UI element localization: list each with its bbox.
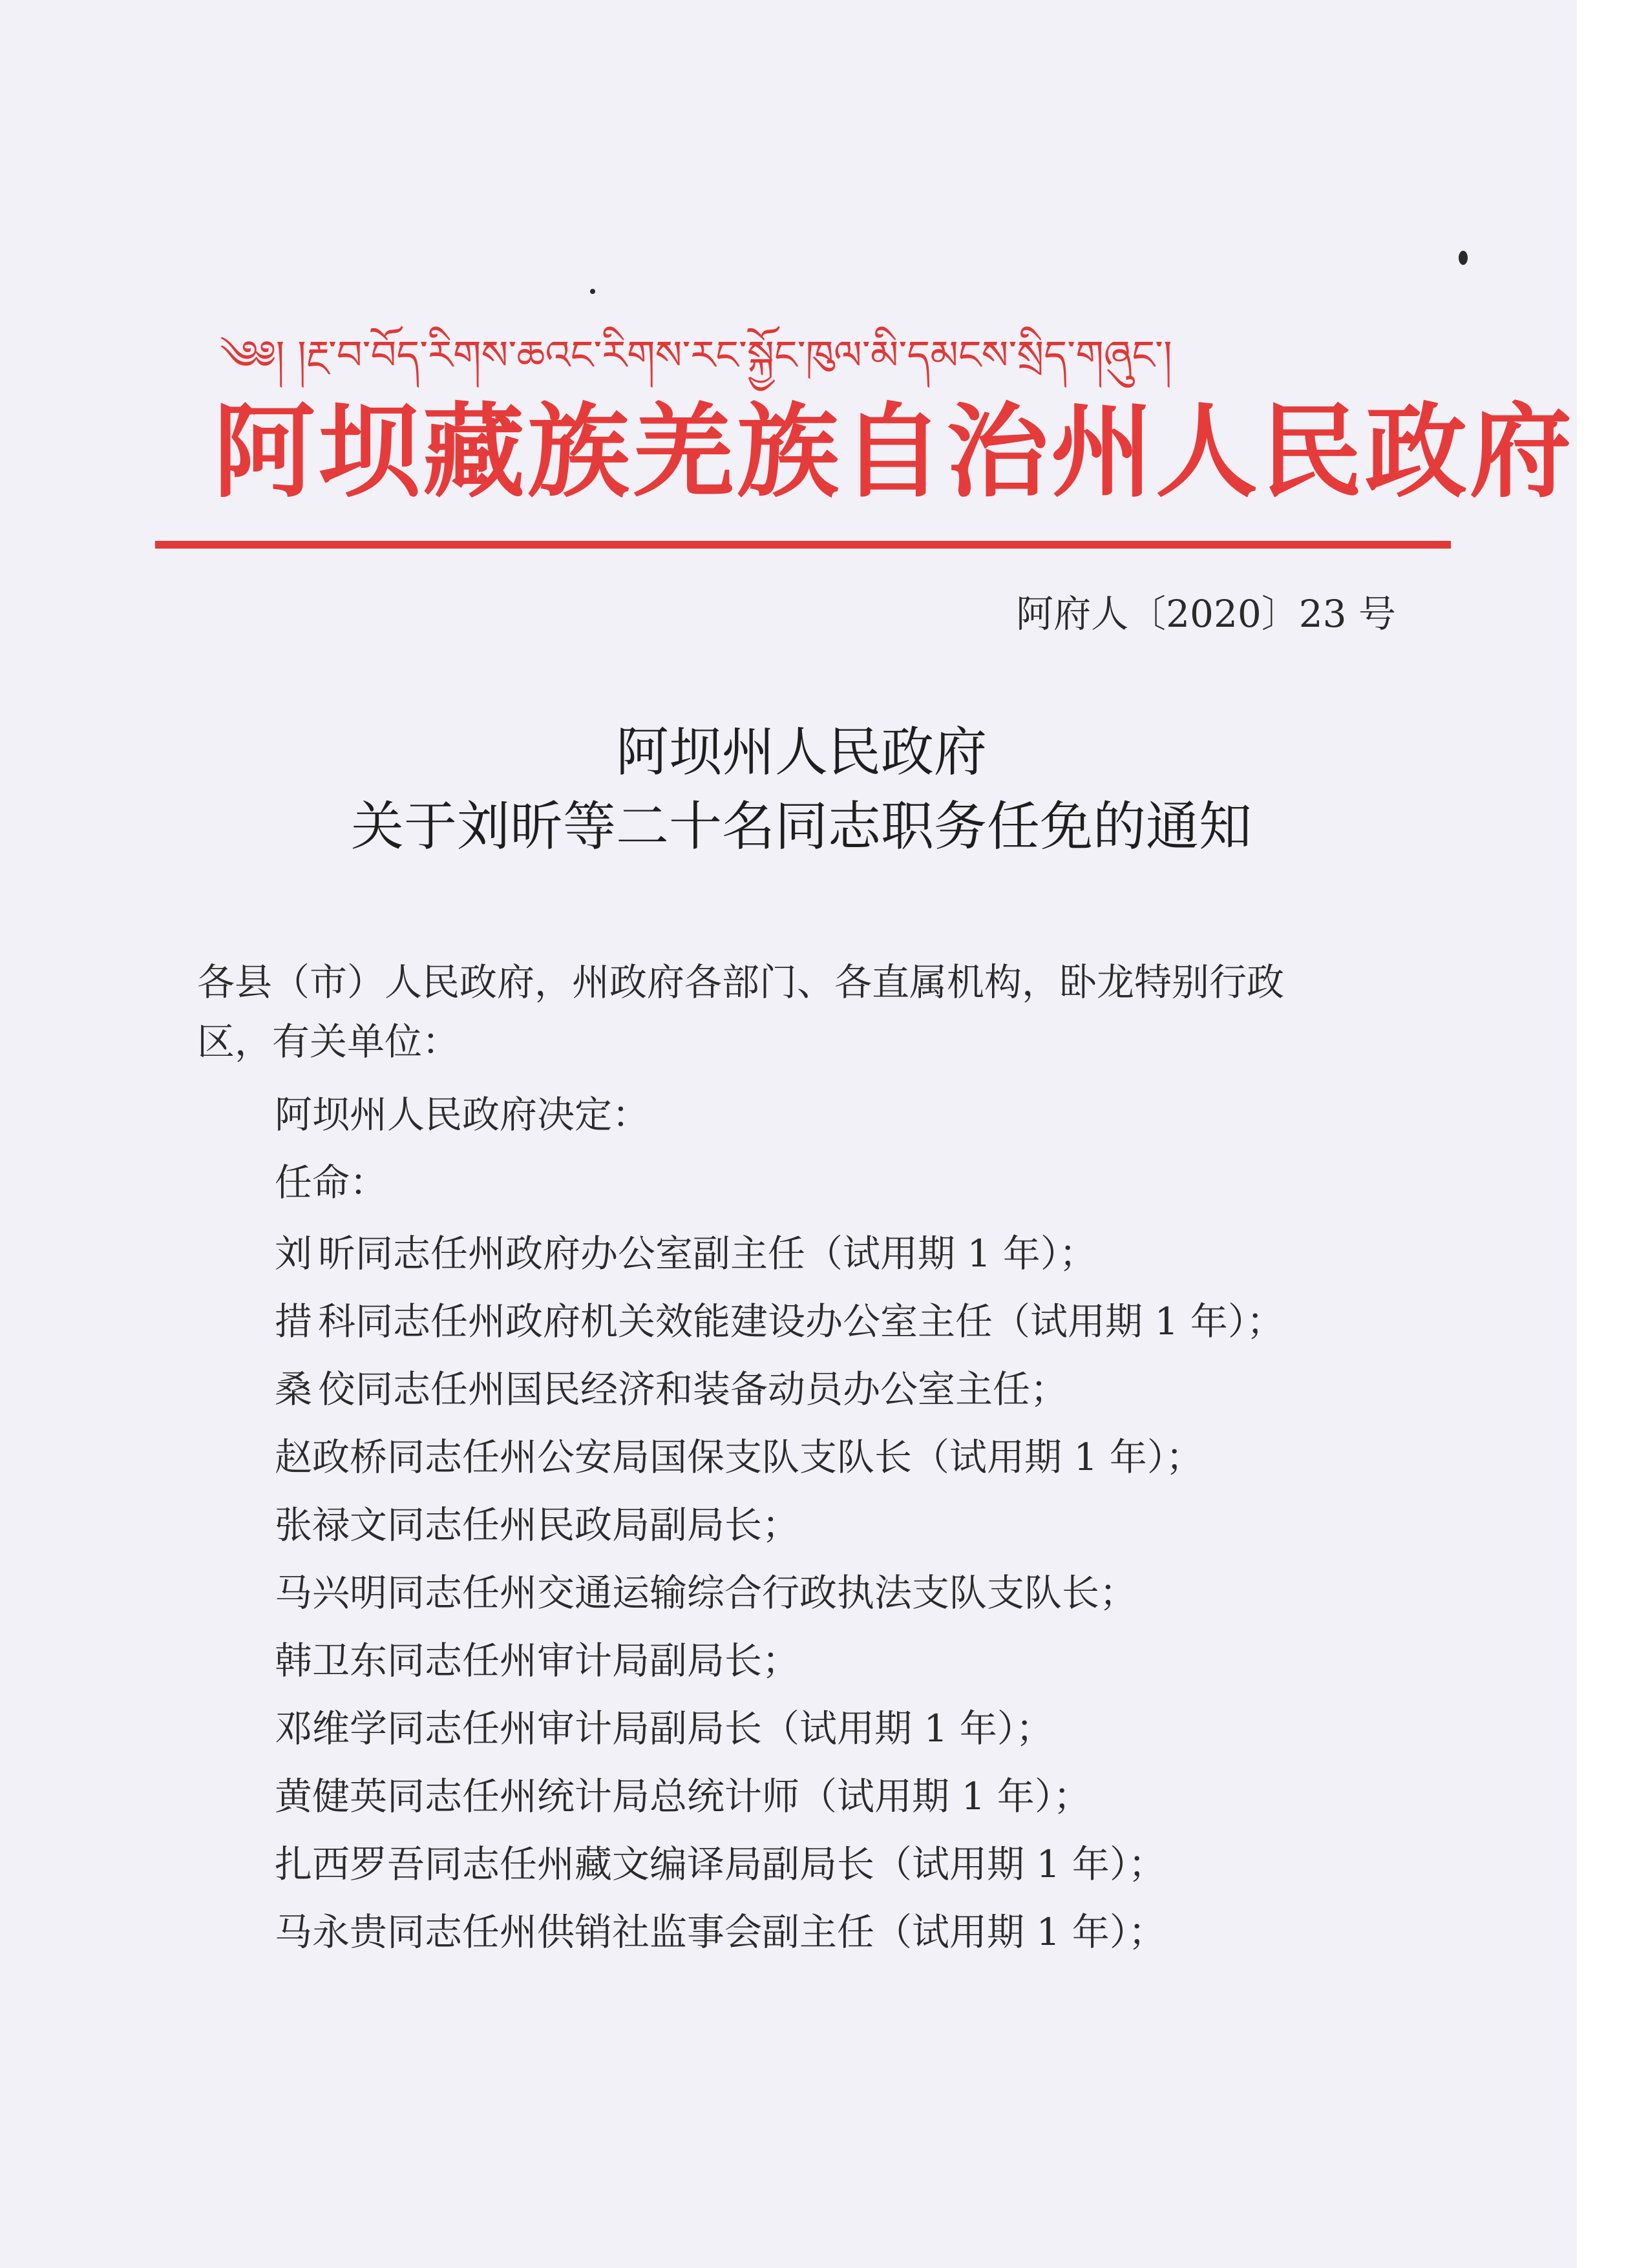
appointee-name: 韩卫东	[275, 1639, 388, 1683]
appointment-text: 同志任州国民经济和装备动员办公室主任；	[355, 1367, 1068, 1411]
appointment-row	[275, 1564, 1137, 1622]
appointment-text: 同志任州民政局副局长；	[387, 1503, 800, 1547]
appointee-name: 张禄文	[275, 1503, 388, 1547]
appointment-text: 同志任州统计局总统计师（试用期 1 年）；	[387, 1774, 1091, 1818]
appointment-row	[275, 1224, 1097, 1283]
appointment-row	[275, 1428, 1203, 1486]
appointment-text: 同志任州藏文编译局副局长（试用期 1 年）；	[425, 1842, 1166, 1886]
appointment-row	[275, 1632, 799, 1690]
header-tibetan-name: ༄༅། །རྔ་བ་བོད་རིགས་ཆའང་རིགས་རང་སྐྱོང་ཁུལ་མི་དམངས་སྲིད་གཞུང་།	[220, 331, 1172, 379]
appointment-text: 同志任州审计局副局长；	[387, 1639, 800, 1683]
name-char: 桑	[275, 1367, 313, 1411]
appointee-name: 马永贵	[275, 1910, 388, 1954]
document-number: 阿府人〔2020〕23 号	[1016, 592, 1396, 636]
name-char: 刘	[275, 1232, 313, 1276]
document-title-line1: 阿坝州人民政府	[615, 722, 987, 783]
appointment-row	[275, 1360, 1068, 1418]
appointment-row	[275, 1699, 1053, 1758]
appointment-row	[275, 1767, 1091, 1825]
name-char: 措	[275, 1299, 313, 1343]
document-title-line2: 关于刘昕等二十名同志职务任免的通知	[350, 796, 1252, 857]
appointee-name: 扎西罗吾	[275, 1842, 425, 1886]
recipients-line2: 区，有关单位：	[197, 1020, 460, 1064]
appointment-text: 同志任州政府机关效能建设办公室主任（试用期 1 年）；	[355, 1299, 1284, 1343]
appointment-row	[275, 1496, 799, 1554]
appointee-name: 马兴明	[275, 1571, 388, 1615]
header-government-name: 阿坝藏族羌族自治州人民政府	[213, 392, 1574, 512]
recipients-line1: 各县（市）人民政府，州政府各部门、各直属机构，卧龙特别行政	[197, 960, 1285, 1004]
appointment-row	[275, 1292, 1284, 1350]
scan-speck	[590, 289, 595, 294]
appointment-row	[275, 1903, 1166, 1961]
scan-speck	[1459, 251, 1468, 265]
appointee-name	[275, 1292, 355, 1350]
appointee-name	[275, 1360, 355, 1418]
appointment-text: 同志任州政府办公室副主任（试用期 1 年）；	[355, 1232, 1097, 1276]
appointment-row	[275, 1835, 1166, 1893]
name-char: 昕	[317, 1232, 355, 1276]
appointment-text: 同志任州审计局副局长（试用期 1 年）；	[387, 1706, 1053, 1750]
name-char: 佼	[317, 1367, 355, 1411]
appoint-label: 任命：	[275, 1160, 388, 1204]
appointee-name	[275, 1224, 355, 1283]
decision-line: 阿坝州人民政府决定：	[275, 1093, 650, 1137]
appointee-name: 黄健英	[275, 1774, 388, 1818]
appointee-name: 邓维学	[275, 1706, 388, 1750]
appointee-name: 赵政桥	[275, 1435, 388, 1479]
appointment-text: 同志任州交通运输综合行政执法支队支队长；	[387, 1571, 1137, 1615]
appointment-text: 同志任州公安局国保支队支队长（试用期 1 年）；	[387, 1435, 1203, 1479]
red-header-rule	[155, 541, 1451, 549]
name-char: 科	[317, 1299, 355, 1343]
appointment-text: 同志任州供销社监事会副主任（试用期 1 年）；	[387, 1910, 1166, 1954]
